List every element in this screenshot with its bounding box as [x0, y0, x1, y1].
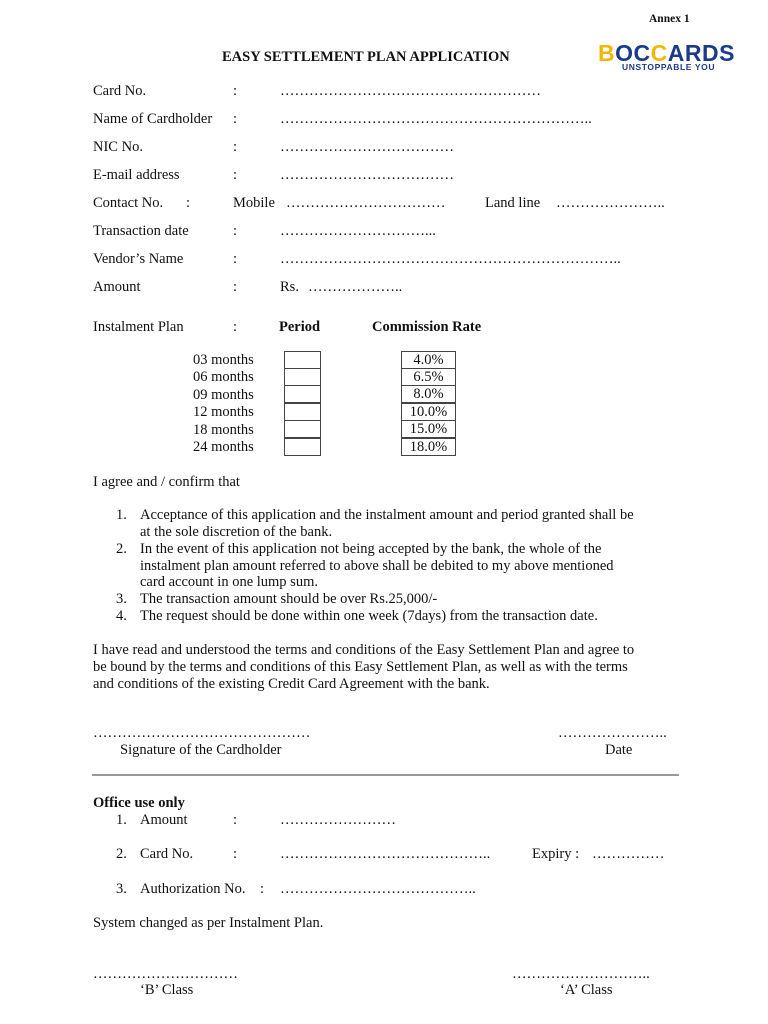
office-item-number: 1.: [116, 812, 127, 828]
term-line: In the event of this application not being accepted by the bank, the whole of the: [140, 541, 602, 557]
instalment-plan-label: Instalment Plan: [93, 319, 184, 335]
page-title: EASY SETTLEMENT PLAN APPLICATION: [222, 49, 510, 65]
period-label: 18 months: [193, 421, 254, 438]
rate-cell: 10.0%: [401, 403, 456, 421]
signature-label: Signature of the Cardholder: [120, 742, 282, 758]
transaction-date-label: Transaction date: [93, 223, 189, 239]
term-number: 4.: [116, 608, 127, 624]
term-line: The transaction amount should be over Rs.25,000/-: [140, 591, 438, 607]
term-line: at the sole discretion of the bank.: [140, 524, 333, 540]
card-no-colon: :: [233, 83, 238, 99]
logo-part-b: B: [598, 40, 616, 66]
office-amount-label: Amount: [140, 812, 188, 828]
transaction-date-colon: :: [233, 223, 238, 239]
amount-label: Amount: [93, 279, 141, 295]
contact-label: Contact No.: [93, 195, 164, 211]
rate-cell: 4.0%: [401, 351, 456, 369]
contact-colon: :: [186, 195, 191, 211]
office-auth-label: Authorization No.: [140, 881, 246, 897]
mobile-field[interactable]: ……………………………: [286, 195, 446, 211]
a-class-label: ‘A’ Class: [560, 982, 613, 998]
nic-colon: :: [233, 139, 238, 155]
mobile-label: Mobile: [233, 195, 275, 211]
cardholder-label: Name of Cardholder: [93, 111, 213, 127]
term-number: 3.: [116, 591, 127, 607]
period-checkbox[interactable]: [284, 420, 321, 438]
office-card-label: Card No.: [140, 846, 194, 862]
period-list: [193, 352, 254, 456]
amount-field[interactable]: ………………..: [308, 279, 403, 295]
office-card-colon: :: [233, 846, 238, 862]
period-header: Period: [279, 319, 321, 335]
amount-prefix: Rs.: [280, 279, 299, 295]
declaration-line: be bound by the terms and conditions of this Easy Settlement Plan, as well as with the terms: [93, 659, 628, 675]
office-use-heading: Office use only: [93, 795, 185, 811]
term-line: card account in one lump sum.: [140, 574, 318, 590]
rate-cell: 8.0%: [401, 385, 456, 403]
rate-cell: 6.5%: [401, 368, 456, 386]
logo-part-ards: ARDS: [667, 40, 735, 66]
cardholder-field[interactable]: ………………………………………………………..: [280, 111, 592, 127]
card-no-label: Card No.: [93, 83, 147, 99]
commission-rate-header: Commission Rate: [372, 319, 482, 335]
period-checkbox[interactable]: [284, 385, 321, 403]
office-item-number: 3.: [116, 881, 127, 897]
signature-field[interactable]: ………………………………………: [93, 725, 311, 741]
period-checkbox[interactable]: [284, 351, 321, 369]
office-amount-field[interactable]: ……………………: [280, 812, 396, 828]
vendor-field[interactable]: ……………………………………………………………..: [280, 251, 621, 267]
date-field[interactable]: …………………..: [558, 725, 667, 741]
date-label: Date: [605, 742, 633, 758]
b-class-label: ‘B’ Class: [140, 982, 194, 998]
period-label: 12 months: [193, 404, 254, 421]
landline-field[interactable]: …………………..: [556, 195, 665, 211]
period-label: 09 months: [193, 386, 254, 403]
term-line: instalment plan amount referred to above shall be debited to my above mentioned: [140, 558, 614, 574]
period-label: 24 months: [193, 439, 254, 456]
logo-tagline: UNSTOPPABLE YOU: [622, 62, 716, 72]
email-field[interactable]: ………………………………: [280, 167, 454, 183]
rate-cell: 15.0%: [401, 420, 456, 438]
office-auth-colon: :: [260, 881, 265, 897]
rate-cell: 18.0%: [401, 438, 456, 456]
vendor-colon: :: [233, 251, 238, 267]
a-class-signature-field[interactable]: ………………………..: [512, 966, 650, 982]
agree-intro: I agree and / confirm that: [93, 474, 240, 490]
office-item-number: 2.: [116, 846, 127, 862]
office-expiry-field[interactable]: ……………: [592, 846, 665, 862]
nic-label: NIC No.: [93, 139, 143, 155]
email-label: E-mail address: [93, 167, 180, 183]
card-no-field[interactable]: ………………………………………………: [280, 83, 541, 99]
logo-part-c: C: [650, 40, 668, 66]
declaration-line: I have read and understood the terms and conditions of the Easy Settlement Plan and agree to: [93, 642, 635, 658]
vendor-label: Vendor’s Name: [93, 251, 184, 267]
nic-field[interactable]: ………………………………: [280, 139, 454, 155]
section-divider: [92, 774, 679, 776]
term-line: Acceptance of this application and the instalment amount and period granted shall be: [140, 507, 634, 523]
office-expiry-label: Expiry :: [532, 846, 580, 862]
transaction-date-field[interactable]: …………………………...: [280, 223, 436, 239]
term-number: 1.: [116, 507, 127, 523]
system-note: System changed as per Instalment Plan.: [93, 915, 324, 931]
instalment-plan-colon: :: [233, 319, 238, 335]
logo-part-oc: OC: [615, 40, 651, 66]
period-label: 03 months: [193, 352, 254, 368]
office-auth-field[interactable]: …………………………………..: [280, 881, 476, 897]
email-colon: :: [233, 167, 238, 183]
term-line: The request should be done within one week (7days) from the transaction date.: [140, 608, 598, 624]
period-checkbox[interactable]: [284, 403, 321, 421]
declaration-line: and conditions of the existing Credit Card Agreement with the bank.: [93, 676, 490, 692]
boc-cards-logo: [598, 40, 746, 76]
cardholder-colon: :: [233, 111, 238, 127]
period-checkbox[interactable]: [284, 438, 321, 456]
amount-colon: :: [233, 279, 238, 295]
annex-label: Annex 1: [649, 13, 690, 25]
b-class-signature-field[interactable]: …………………………: [93, 966, 238, 982]
period-label: 06 months: [193, 369, 254, 386]
office-card-field[interactable]: ……………………………………..: [280, 846, 491, 862]
office-amount-colon: :: [233, 812, 238, 828]
period-checkbox[interactable]: [284, 368, 321, 386]
landline-label: Land line: [485, 195, 541, 211]
term-number: 2.: [116, 541, 127, 557]
